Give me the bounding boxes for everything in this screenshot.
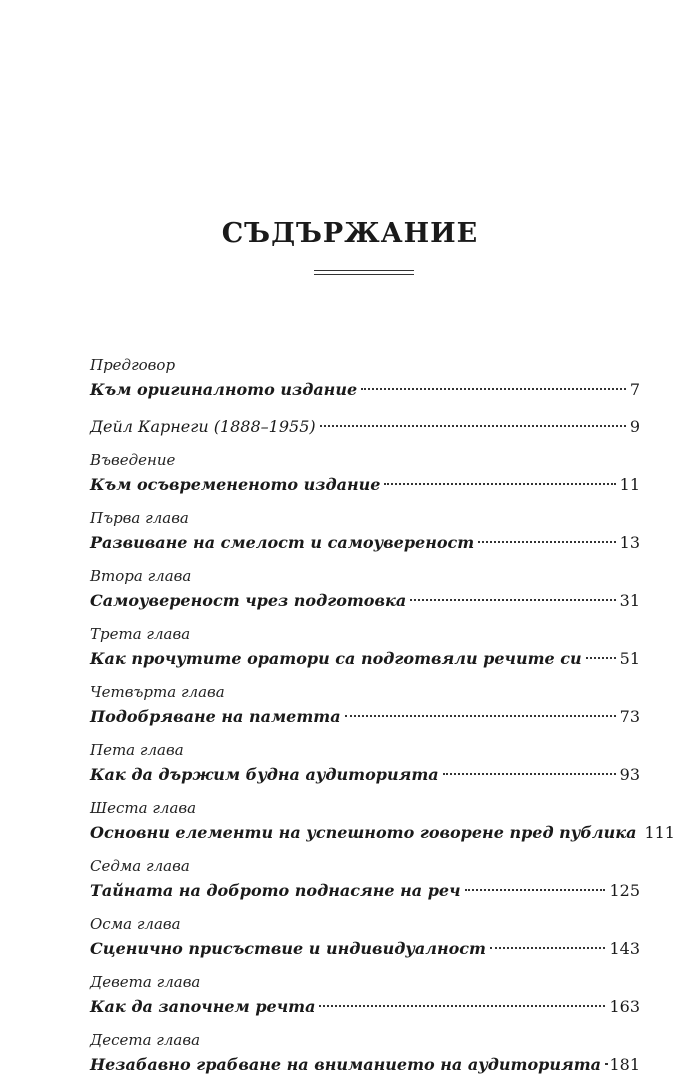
toc-section-label: Девета глава xyxy=(90,972,640,993)
toc-entry-title: Развиване на смелост и самоувереност xyxy=(90,529,474,557)
toc-section-label: Въведение xyxy=(90,450,640,471)
page-title: СЪДЪРЖАНИЕ xyxy=(0,218,700,249)
toc-row[interactable] xyxy=(90,529,640,557)
toc-row[interactable] xyxy=(90,471,640,499)
toc-section-label: Четвърта глава xyxy=(90,682,640,703)
toc-entry-title: Тайната на доброто поднасяне на реч xyxy=(90,877,461,905)
toc-page-number: 51 xyxy=(620,645,640,673)
toc-entry xyxy=(90,413,640,441)
toc-leader-dots xyxy=(319,1005,605,1007)
toc-page-number: 111 xyxy=(644,819,675,847)
toc-entry xyxy=(90,798,640,847)
toc-entry xyxy=(90,355,640,404)
toc-leader-dots xyxy=(384,483,615,485)
toc-page-number: 125 xyxy=(609,877,640,905)
toc-entry xyxy=(90,450,640,499)
toc-leader-dots xyxy=(465,889,606,891)
toc-entry xyxy=(90,508,640,557)
toc-entry xyxy=(90,1030,640,1079)
toc-entry-title: Дейл Карнеги (1888–1955) xyxy=(90,413,316,441)
toc-page-number: 163 xyxy=(609,993,640,1021)
toc-entry xyxy=(90,624,640,673)
toc-entry xyxy=(90,566,640,615)
toc-page-number: 11 xyxy=(620,471,640,499)
toc-leader-dots xyxy=(410,599,615,601)
toc-section-label: Втора глава xyxy=(90,566,640,587)
toc-row[interactable] xyxy=(90,993,640,1021)
toc-entry xyxy=(90,682,640,731)
toc-row[interactable] xyxy=(90,645,640,673)
toc-section-label: Първа глава xyxy=(90,508,640,529)
toc-section-label: Седма глава xyxy=(90,856,640,877)
toc-row[interactable] xyxy=(90,376,640,404)
toc-section-label: Пета глава xyxy=(90,740,640,761)
toc-entry xyxy=(90,972,640,1021)
toc-row[interactable] xyxy=(90,761,640,789)
toc-entry-title: Как прочутите оратори са подготвяли речите си xyxy=(90,645,582,673)
toc-page-number: 143 xyxy=(609,935,640,963)
toc-row[interactable] xyxy=(90,935,640,963)
toc-leader-dots xyxy=(320,425,626,427)
toc-entry xyxy=(90,914,640,963)
toc-page-number: 7 xyxy=(630,376,640,404)
toc-page-number: 31 xyxy=(620,587,640,615)
toc-page-number: 73 xyxy=(620,703,640,731)
toc-page-number: 9 xyxy=(630,413,640,441)
toc-section-label: Осма глава xyxy=(90,914,640,935)
table-of-contents xyxy=(90,355,640,1079)
toc-entry-title: Сценично присъствие и индивидуалност xyxy=(90,935,486,963)
toc-leader-dots xyxy=(478,541,615,543)
toc-entry-title: Как да държим будна аудиторията xyxy=(90,761,439,789)
title-divider xyxy=(314,270,414,278)
toc-entry xyxy=(90,740,640,789)
toc-page-number: 13 xyxy=(620,529,640,557)
toc-leader-dots xyxy=(361,388,626,390)
toc-entry-title: Незабавно грабване на вниманието на аудиторията xyxy=(90,1051,601,1079)
toc-row[interactable] xyxy=(90,587,640,615)
toc-entry-title: Основни елементи на успешното говорене пред публика xyxy=(90,819,636,847)
toc-entry-title: Подобряване на паметта xyxy=(90,703,341,731)
toc-section-label: Трета глава xyxy=(90,624,640,645)
toc-section-label: Шеста глава xyxy=(90,798,640,819)
toc-entry-title: Към осъвремененото издание xyxy=(90,471,380,499)
toc-leader-dots xyxy=(490,947,605,949)
toc-leader-dots xyxy=(443,773,616,775)
toc-leader-dots xyxy=(586,657,616,659)
toc-leader-dots xyxy=(345,715,616,717)
toc-row[interactable] xyxy=(90,413,640,441)
toc-page-number: 181 xyxy=(609,1051,640,1079)
toc-row[interactable] xyxy=(90,703,640,731)
toc-entry xyxy=(90,856,640,905)
toc-section-label: Предговор xyxy=(90,355,640,376)
toc-section-label: Десета глава xyxy=(90,1030,640,1051)
toc-entry-title: Как да започнем речта xyxy=(90,993,315,1021)
toc-entry-title: Самоувереност чрез подготовка xyxy=(90,587,406,615)
toc-row[interactable] xyxy=(90,819,640,847)
toc-row[interactable] xyxy=(90,877,640,905)
toc-entry-title: Към оригиналното издание xyxy=(90,376,357,404)
toc-page-number: 93 xyxy=(620,761,640,789)
